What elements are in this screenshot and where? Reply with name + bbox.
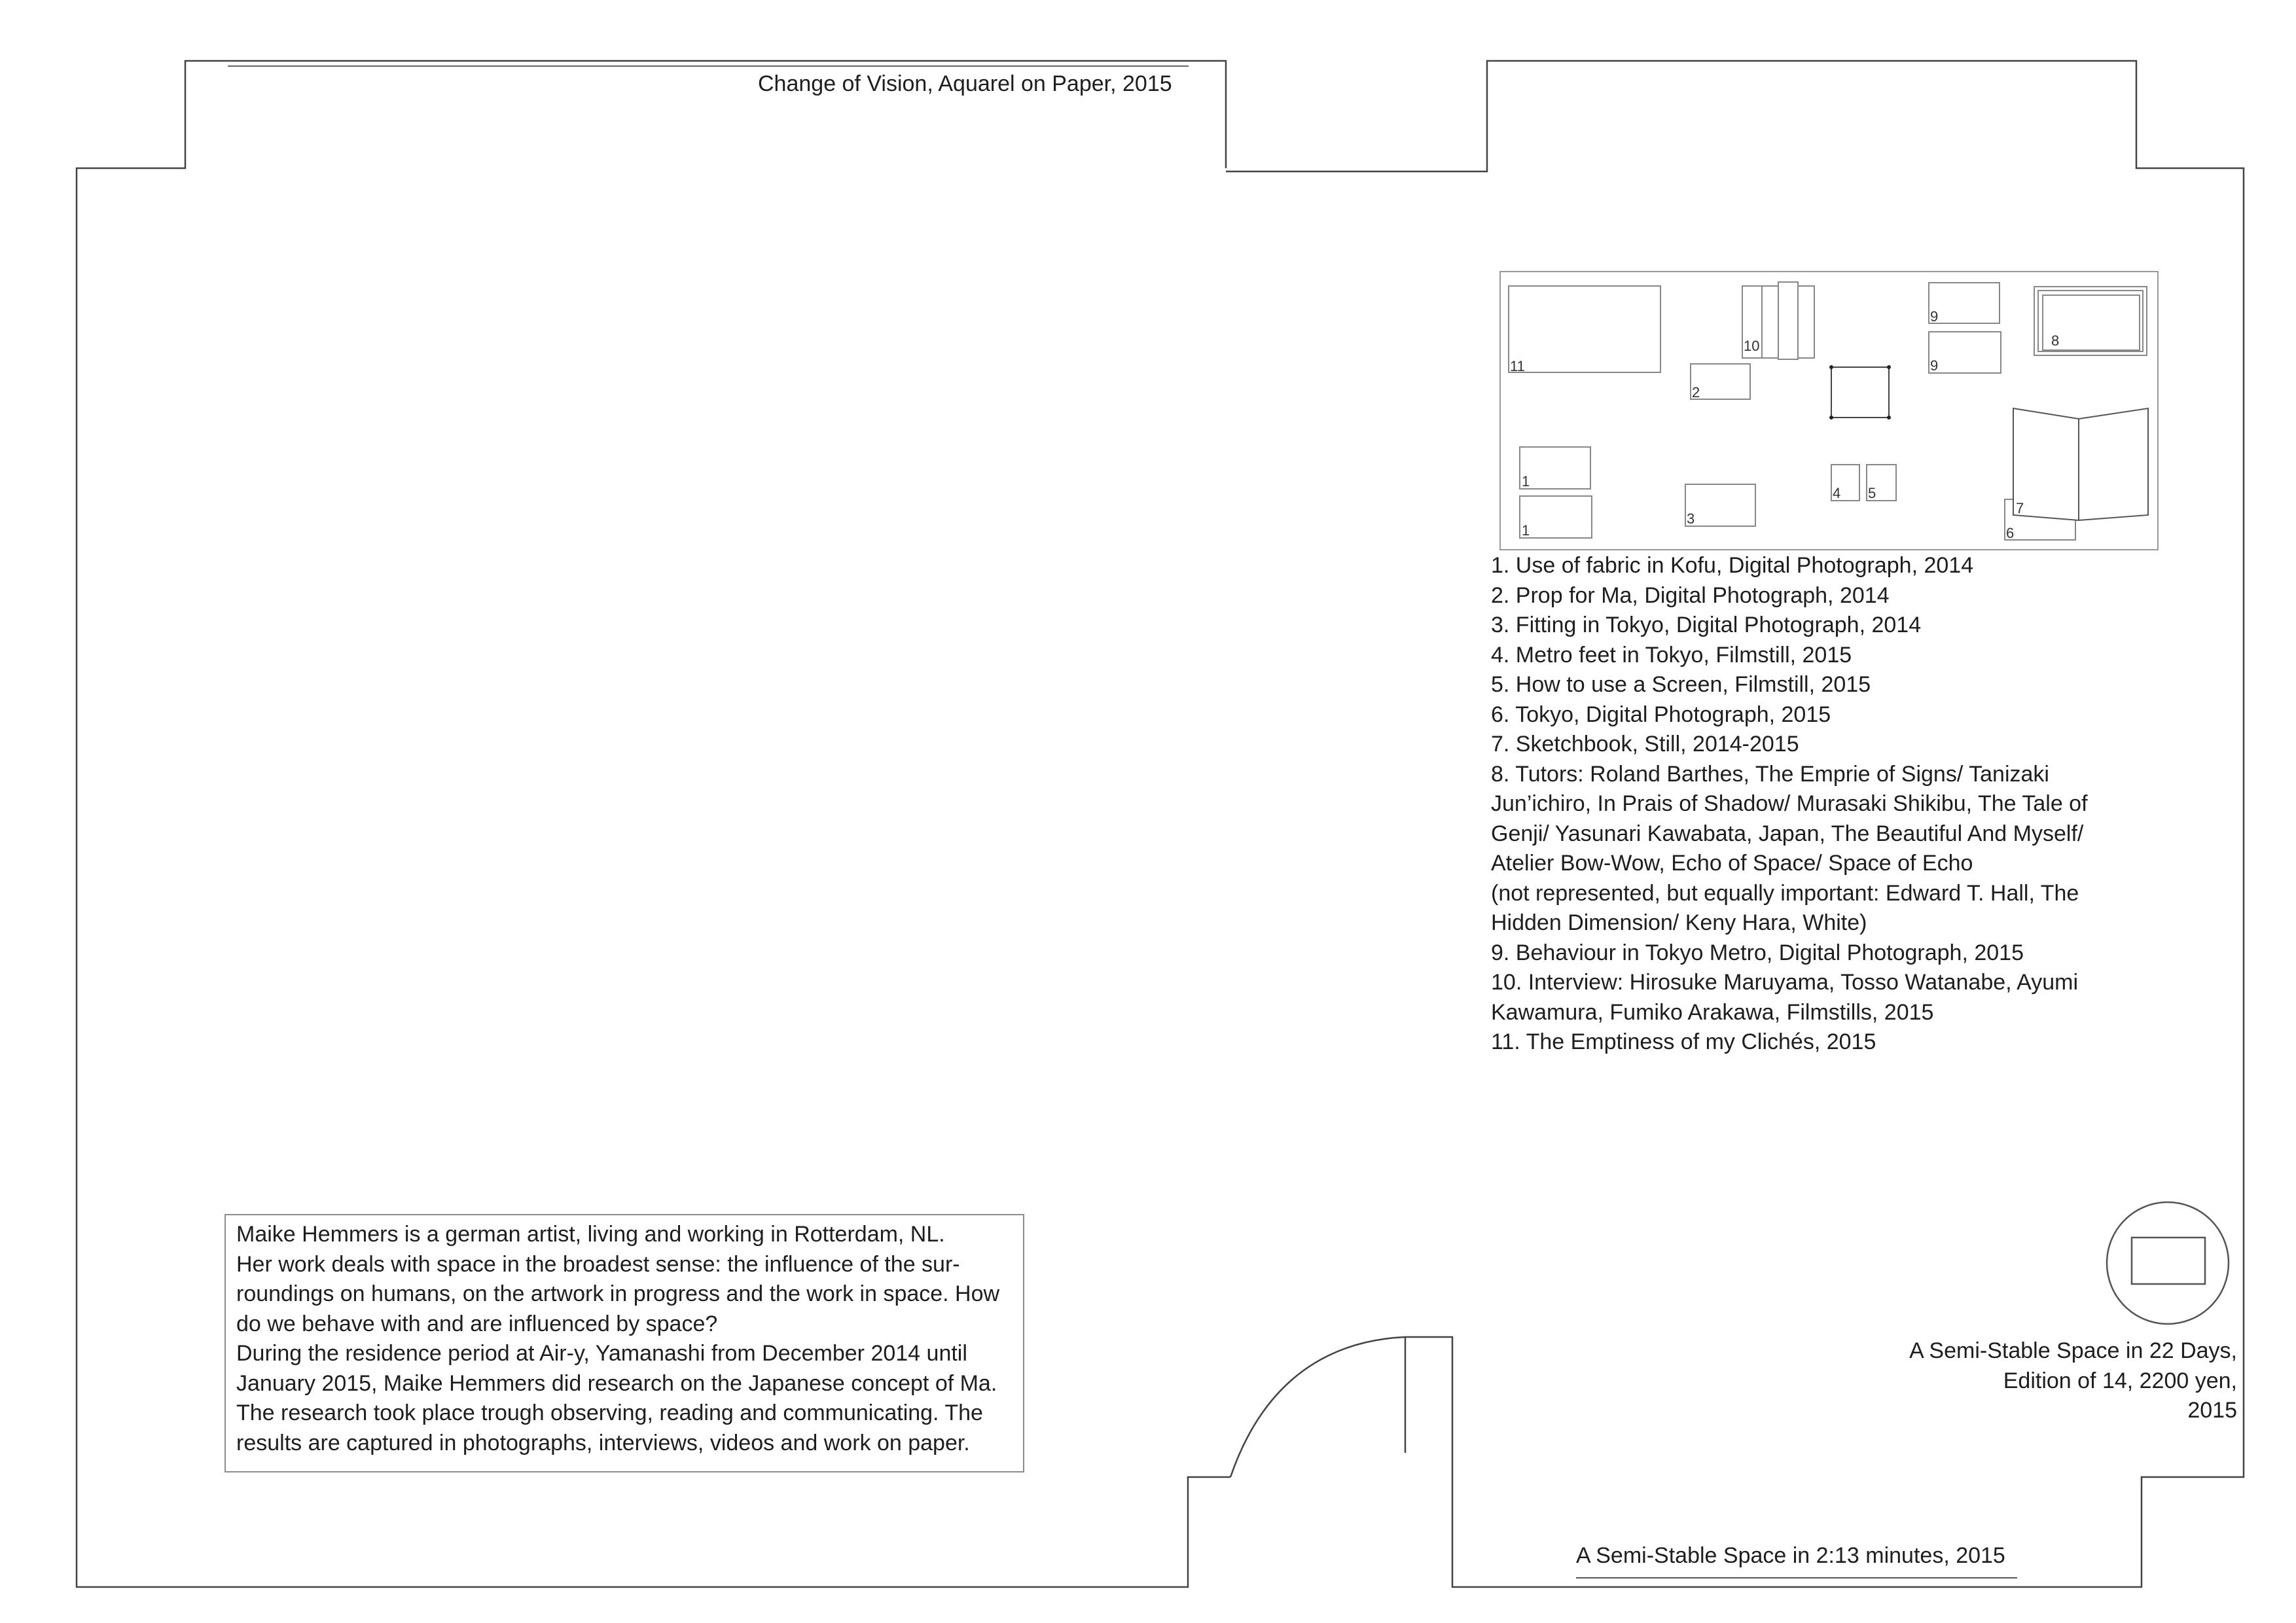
item-9-frame-b: [1929, 332, 2001, 373]
artwork-list-line: 10. Interview: Hirosuke Maruyama, Tosso Watanabe, Ayumi: [1491, 970, 2078, 995]
artwork-list-line: 9. Behaviour in Tokyo Metro, Digital Photograph, 2015: [1491, 940, 2024, 965]
num-1b: 1: [1522, 522, 1530, 539]
artwork-list-line: 5. How to use a Screen, Filmstill, 2015: [1491, 672, 1871, 697]
item-11-frame: [1509, 286, 1660, 372]
bio-line: do we behave with and are influenced by space?: [236, 1311, 718, 1336]
book-edition-label: [1909, 1336, 2237, 1426]
door-arc: [1230, 1337, 1405, 1477]
artwork-list-line: Genji/ Yasunari Kawabata, Japan, The Beautiful And Myself/: [1491, 821, 2084, 846]
bio-line: results are captured in photographs, interviews, videos and work on paper.: [236, 1430, 970, 1455]
artwork-list-line: 8. Tutors: Roland Barthes, The Emprie of Signs/ Tanizaki: [1491, 761, 2049, 787]
num-7: 7: [2016, 500, 2024, 516]
num-9b: 9: [1930, 357, 1939, 374]
artwork-list-line: Jun’ichiro, In Prais of Shadow/ Murasaki Shikibu, The Tale of: [1491, 791, 2088, 816]
artwork-list-line: 3. Fitting in Tokyo, Digital Photograph, 2014: [1491, 613, 1922, 637]
bottom-video-label: A Semi-Stable Space in 2:13 minutes, 2015: [1576, 1543, 2005, 1568]
item-7-sketchbook: [2013, 408, 2148, 520]
num-6: 6: [2006, 525, 2015, 541]
item-1-frame-b: [1520, 496, 1592, 538]
center-dotted-square: [1829, 365, 1891, 419]
top-artwork-label: Change of Vision, Aquarel on Paper, 2015: [758, 71, 1172, 96]
item-3-frame: [1685, 484, 1755, 526]
num-2: 2: [1692, 384, 1700, 401]
bio-line: January 2015, Maike Hemmers did research on the Japanese concept of Ma.: [236, 1370, 997, 1396]
num-1a: 1: [1522, 473, 1530, 490]
artwork-list-line: 7. Sketchbook, Still, 2014-2015: [1491, 732, 1799, 757]
item-9-frame-a: [1929, 283, 2000, 323]
artwork-list-line: 6. Tokyo, Digital Photograph, 2015: [1491, 702, 1831, 727]
book-edition-line: Edition of 14, 2200 yen,: [2003, 1368, 2237, 1393]
num-9a: 9: [1930, 308, 1939, 325]
bio-line: Maike Hemmers is a german artist, living and working in Rotterdam, NL.: [236, 1222, 945, 1247]
num-4: 4: [1833, 485, 1841, 501]
num-11: 11: [1510, 358, 1525, 374]
artwork-list-line: 11. The Emptiness of my Clichés, 2015: [1491, 1029, 1876, 1054]
pedestal-circle: [2107, 1202, 2229, 1324]
num-8: 8: [2051, 332, 2060, 349]
artist-bio: [236, 1220, 999, 1458]
artwork-list-line: Atelier Bow-Wow, Echo of Space/ Space of Echo: [1491, 851, 1973, 876]
num-5: 5: [1868, 485, 1876, 501]
artwork-list: [1491, 551, 2088, 1058]
artwork-list-line: 1. Use of fabric in Kofu, Digital Photograph, 2014: [1491, 553, 1974, 578]
book-rect: [2132, 1238, 2205, 1284]
artwork-list-line: 2. Prop for Ma, Digital Photograph, 2014: [1491, 582, 1890, 608]
book-edition-line: A Semi-Stable Space in 22 Days,: [1909, 1338, 2237, 1363]
item-1-frame-a: [1520, 447, 1590, 489]
artwork-list-line: Kawamura, Fumiko Arakawa, Filmstills, 2015: [1491, 999, 1934, 1025]
num-3: 3: [1687, 510, 1695, 527]
book-edition-line: 2015: [2187, 1398, 2237, 1423]
bio-line: The research took place trough observing, reading and communicating. The: [236, 1400, 983, 1425]
artwork-list-line: 4. Metro feet in Tokyo, Filmstill, 2015: [1491, 642, 1852, 668]
bio-line: Her work deals with space in the broadest sense: the influence of the sur-: [236, 1251, 960, 1277]
bio-line: During the residence period at Air-y, Yamanashi from December 2014 until: [236, 1341, 967, 1366]
artwork-list-line: (not represented, but equally important: Edward T. Hall, The: [1491, 880, 2079, 906]
bio-line: roundings on humans, on the artwork in progress and the work in space. How: [236, 1281, 1000, 1306]
num-10: 10: [1744, 338, 1760, 354]
artwork-list-line: Hidden Dimension/ Keny Hara, White): [1491, 910, 1867, 935]
